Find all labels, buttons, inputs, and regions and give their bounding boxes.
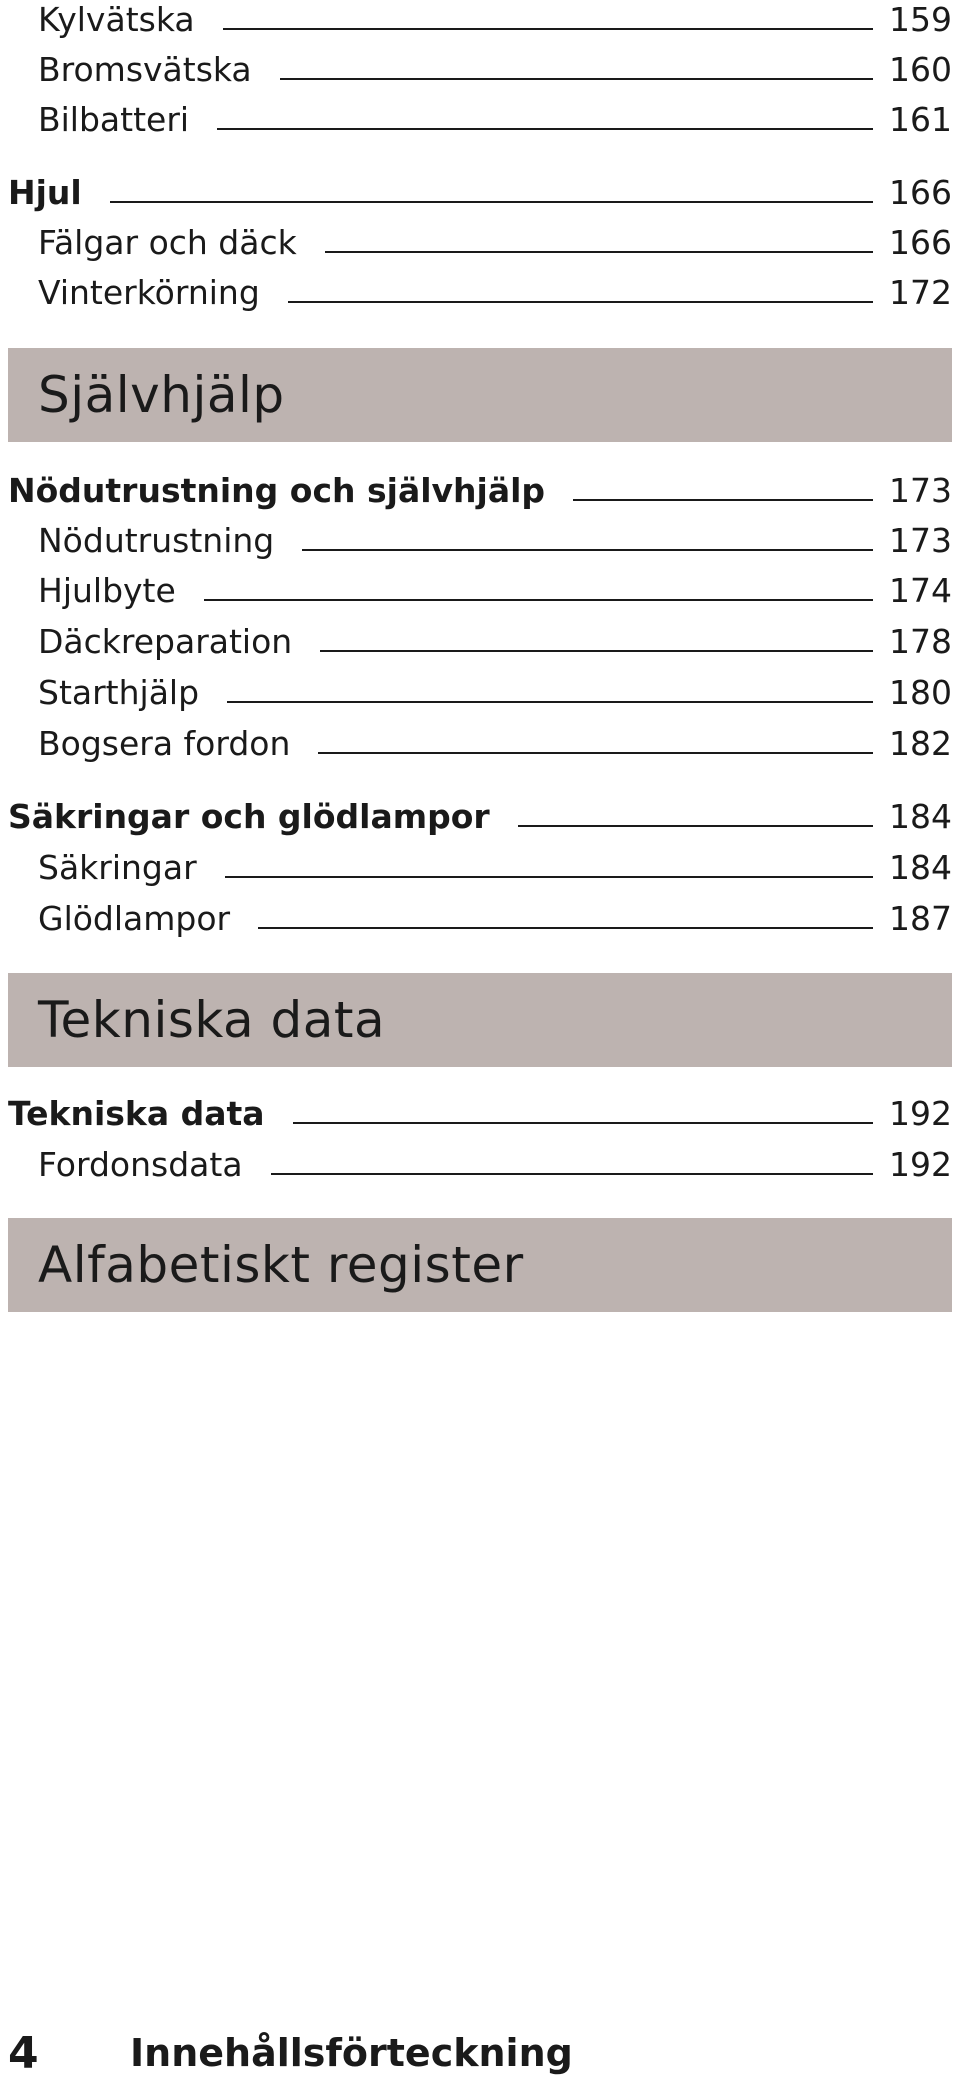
dot-leader: [227, 701, 873, 703]
toc-entry-page: 166: [889, 173, 952, 212]
toc-entry-label: Vinterkörning: [38, 273, 260, 312]
toc-entry-page: 187: [889, 899, 952, 938]
page-footer: [8, 2025, 573, 2081]
toc-entry-nodutrustning-och-sjalvhjalp[interactable]: [8, 466, 952, 516]
toc-entry-page: 172: [889, 273, 952, 312]
dot-leader: [573, 499, 873, 501]
toc-entry-label: Bogsera fordon: [38, 724, 291, 763]
toc-entry-page: 184: [889, 848, 952, 887]
toc-entry-label: Hjul: [8, 173, 82, 212]
toc-entry-page: 178: [889, 622, 952, 661]
dot-leader: [271, 1173, 873, 1175]
dot-leader: [223, 28, 873, 30]
toc-entry-bilbatteri[interactable]: [8, 95, 952, 145]
dot-leader: [325, 251, 873, 253]
toc-entry-kylvatska[interactable]: [8, 0, 952, 45]
toc-entry-label: Kylvätska: [38, 0, 195, 39]
dot-leader: [217, 128, 873, 130]
toc-entry-page: 182: [889, 724, 952, 763]
section-title: Tekniska data: [38, 991, 386, 1049]
section-title: Självhjälp: [38, 366, 285, 424]
toc-entry-glodlampor[interactable]: [8, 894, 952, 944]
section-header-alfabetiskt-register[interactable]: [8, 1218, 952, 1312]
toc-entry-page: 184: [889, 797, 952, 836]
section-header-sjalvhjalp: [8, 348, 952, 442]
dot-leader: [225, 876, 873, 878]
toc-entry-page: 166: [889, 223, 952, 262]
footer-page-number: 4: [8, 2027, 39, 2079]
toc-entry-page: 159: [889, 0, 952, 39]
toc-entry-page: 174: [889, 571, 952, 610]
dot-leader: [302, 549, 873, 551]
toc-entry-label: Bromsvätska: [38, 50, 252, 89]
toc-entry-dackreparation[interactable]: [8, 617, 952, 667]
toc-entry-page: 192: [889, 1094, 952, 1133]
toc-entry-tekniska-data[interactable]: [8, 1089, 952, 1139]
toc-entry-label: Fordonsdata: [38, 1145, 243, 1184]
toc-entry-page: 192: [889, 1145, 952, 1184]
toc-entry-label: Glödlampor: [38, 899, 231, 938]
section-title: Alfabetiskt register: [38, 1236, 524, 1294]
toc-entry-page: 160: [889, 50, 952, 89]
toc-entry-label: Nödutrustning och självhjälp: [8, 471, 546, 510]
dot-leader: [110, 201, 873, 203]
toc-entry-bromsvatska[interactable]: [8, 45, 952, 95]
section-header-tekniska-data: [8, 973, 952, 1067]
dot-leader: [320, 650, 873, 652]
toc-entry-fordonsdata[interactable]: [8, 1140, 952, 1190]
toc-entry-hjulbyte[interactable]: [8, 566, 952, 616]
toc-entry-page: 161: [889, 100, 952, 139]
footer-title: Innehållsförteckning: [130, 2031, 573, 2075]
dot-leader: [204, 599, 873, 601]
toc-entry-label: Hjulbyte: [38, 571, 176, 610]
dot-leader: [288, 301, 873, 303]
dot-leader: [258, 927, 873, 929]
toc-entry-hjul[interactable]: [8, 168, 952, 218]
toc-entry-label: Bilbatteri: [38, 100, 190, 139]
toc-entry-bogsera-fordon[interactable]: [8, 719, 952, 769]
toc-entry-page: 180: [889, 673, 952, 712]
dot-leader: [318, 752, 873, 754]
dot-leader: [280, 78, 873, 80]
toc-entry-starthjalp[interactable]: [8, 668, 952, 718]
toc-entry-label: Tekniska data: [8, 1094, 265, 1133]
toc-entry-label: Starthjälp: [38, 673, 200, 712]
toc-entry-label: Nödutrustning: [38, 521, 275, 560]
toc-entry-nodutrustning[interactable]: [8, 516, 952, 566]
toc-entry-label: Säkringar och glödlampor: [8, 797, 490, 836]
toc-entry-falgar-och-dack[interactable]: [8, 218, 952, 268]
toc-entry-label: Fälgar och däck: [38, 223, 297, 262]
toc-entry-page: 173: [889, 521, 952, 560]
toc-entry-page: 173: [889, 471, 952, 510]
dot-leader: [293, 1122, 873, 1124]
toc-entry-label: Säkringar: [38, 848, 197, 887]
toc-entry-sakringar-och-glodlampor[interactable]: [8, 792, 952, 842]
toc-entry-sakringar[interactable]: [8, 843, 952, 893]
toc-entry-label: Däckreparation: [38, 622, 293, 661]
toc-entry-vinterkorning[interactable]: [8, 268, 952, 318]
dot-leader: [518, 825, 873, 827]
